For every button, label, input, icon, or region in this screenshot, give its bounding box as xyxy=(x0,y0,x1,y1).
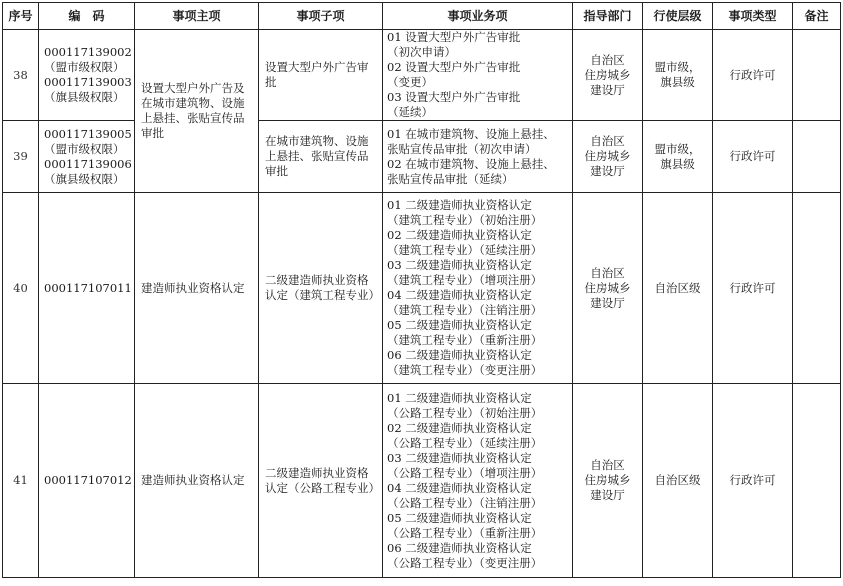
business-item: 05 二级建造师执业资格认定 （建筑工程专业）（重新注册） xyxy=(387,318,543,347)
row-business xyxy=(383,193,573,384)
row-sub-item xyxy=(259,193,383,384)
code-line: 000117139003 xyxy=(44,75,132,89)
main-item-text: 建造师执业资格认定 xyxy=(141,280,245,295)
row-type: 行政许可 xyxy=(713,121,793,193)
code-line: （盟市级权限） xyxy=(44,60,125,74)
code-line: 000117107011 xyxy=(44,280,132,295)
row-number: 41 xyxy=(3,384,39,578)
code-line: 000117139006 xyxy=(44,156,132,171)
header-main-item: 事项主项 xyxy=(135,3,259,30)
items-table xyxy=(2,2,841,578)
row-code xyxy=(39,193,135,384)
header-dept: 指导部门 xyxy=(573,3,643,30)
row-main-item xyxy=(135,30,259,193)
row-number: 40 xyxy=(3,193,39,384)
business-item: 01 在城市建筑物、设施上悬挂、 张贴宣传品审批（初次申请） xyxy=(387,126,555,156)
code-line: （盟市级权限） xyxy=(44,141,125,156)
business-item: 06 二级建造师执业资格认定 （公路工程专业）（变更注册） xyxy=(387,540,543,570)
row-main-item xyxy=(135,193,259,384)
header-type: 事项类型 xyxy=(713,3,793,30)
row-code xyxy=(39,384,135,578)
row-number: 38 xyxy=(3,30,39,121)
code-line: 000117139002 xyxy=(44,45,132,59)
business-item: 05 二级建造师执业资格认定 （公路工程专业）（重新注册） xyxy=(387,510,543,540)
row-dept: 自治区 住房城乡 建设厅 xyxy=(573,121,643,193)
row-dept: 自治区 住房城乡 建设厅 xyxy=(573,193,643,384)
row-business xyxy=(383,121,573,193)
row-business xyxy=(383,30,573,121)
row-level: 自治区级 xyxy=(643,193,713,384)
header-business: 事项业务项 xyxy=(383,3,573,30)
main-item-text: 建造师执业资格认定 xyxy=(141,473,245,487)
row-sub-item xyxy=(259,384,383,578)
sub-item-text: 二级建造师执业资格认定（建筑工程专业） xyxy=(265,273,380,302)
business-item: 02 二级建造师执业资格认定 （公路工程专业）（延续注册） xyxy=(387,420,543,450)
header-no: 序号 xyxy=(3,3,39,30)
business-item: 02 在城市建筑物、设施上悬挂、 张贴宣传品审批（延续） xyxy=(387,156,555,186)
row-note xyxy=(793,121,841,193)
row-type: 行政许可 xyxy=(713,193,793,384)
table-row-39 xyxy=(3,121,841,193)
row-note xyxy=(793,193,841,384)
table-row-38 xyxy=(3,30,841,121)
sub-item-text: 二级建造师执业资格认定（公路工程专业） xyxy=(265,465,380,495)
row-dept: 自治区 住房城乡 建设厅 xyxy=(573,384,643,578)
business-item: 02 设置大型户外广告审批 （变更） xyxy=(387,60,521,89)
sub-item-text: 在城市建筑物、设施上悬挂、张贴宣传品审批 xyxy=(265,134,369,178)
row-level: 盟市级， 旗县级 xyxy=(643,30,713,121)
row-sub-item xyxy=(259,121,383,193)
row-main-item xyxy=(135,384,259,578)
row-code xyxy=(39,30,135,121)
row-level: 自治区级 xyxy=(643,384,713,578)
code-line: 000117107012 xyxy=(44,473,132,487)
table-header-row xyxy=(3,3,841,30)
row-number: 39 xyxy=(3,121,39,193)
header-note: 备注 xyxy=(793,3,841,30)
business-item: 01 二级建造师执业资格认定 （公路工程专业）（初始注册） xyxy=(387,390,543,420)
row-type: 行政许可 xyxy=(713,30,793,121)
row-business xyxy=(383,384,573,578)
business-item: 01 二级建造师执业资格认定 （建筑工程专业）（初始注册） xyxy=(387,198,543,227)
table-row-41 xyxy=(3,384,841,578)
business-item: 04 二级建造师执业资格认定 （公路工程专业）（注销注册） xyxy=(387,480,543,510)
header-level: 行使层级 xyxy=(643,3,713,30)
business-item: 03 设置大型户外广告审批 （延续） xyxy=(387,90,521,119)
business-item: 02 二级建造师执业资格认定 （建筑工程专业）（延续注册） xyxy=(387,228,543,257)
row-note xyxy=(793,384,841,578)
header-code: 编 码 xyxy=(39,3,135,30)
row-code xyxy=(39,121,135,193)
business-item: 03 二级建造师执业资格认定 （公路工程专业）（增项注册） xyxy=(387,450,543,480)
business-item: 04 二级建造师执业资格认定 （建筑工程专业）（注销注册） xyxy=(387,288,543,317)
row-type: 行政许可 xyxy=(713,384,793,578)
business-item: 01 设置大型户外广告审批 （初次申请） xyxy=(387,30,521,59)
sub-item-text: 设置大型户外广告审批 xyxy=(265,60,369,89)
document-page xyxy=(2,2,840,583)
header-sub-item: 事项子项 xyxy=(259,3,383,30)
row-sub-item xyxy=(259,30,383,121)
row-dept: 自治区 住房城乡 建设厅 xyxy=(573,30,643,121)
business-item: 06 二级建造师执业资格认定 （建筑工程专业）（变更注册） xyxy=(387,348,543,377)
main-item-text: 设置大型户外广告及在城市建筑物、设施上悬挂、张贴宣传品审批 xyxy=(141,81,245,140)
row-level: 盟市级， 旗县级 xyxy=(643,121,713,193)
business-item: 03 二级建造师执业资格认定 （建筑工程专业）（增项注册） xyxy=(387,258,543,287)
table-row-40 xyxy=(3,193,841,384)
code-line: （旗县级权限） xyxy=(44,90,125,104)
row-note xyxy=(793,30,841,121)
code-line: （旗县级权限） xyxy=(44,171,125,186)
code-line: 000117139005 xyxy=(44,126,132,141)
